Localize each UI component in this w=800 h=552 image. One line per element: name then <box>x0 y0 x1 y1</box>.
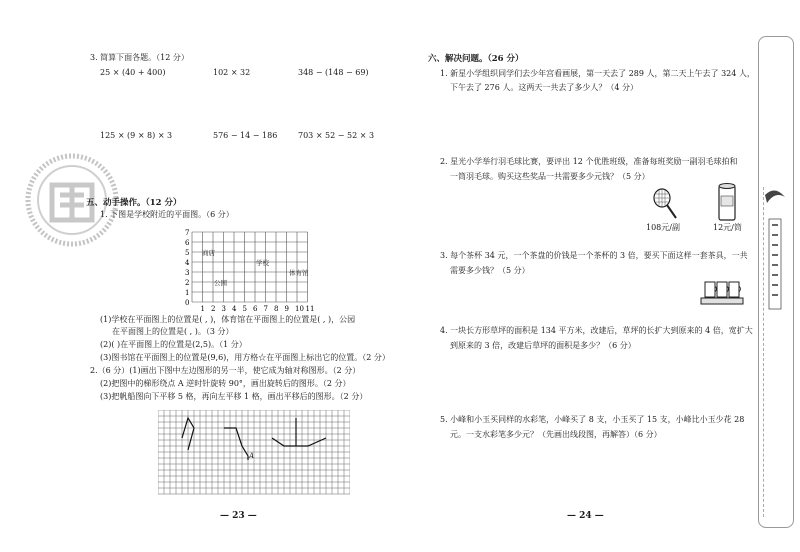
map-x-tick: 11 <box>305 305 315 312</box>
q1-sub1b: 在平面图上的位置是( , )。（3 分） <box>112 327 234 336</box>
map-y-tick: 3 <box>185 269 190 277</box>
q6-1a: 1. 新星小学组织同学们去少年宫看画展，第一天去了 289 人，第二天上午去了 324 人， <box>440 69 755 78</box>
q1-sub1a: (1)学校在平面图上的位置是( , )，体育馆在平面图上的位置是( , )，公园 <box>100 315 356 324</box>
q6-3b: 需要多少钱？（5 分） <box>450 266 530 275</box>
calc-3: 348 − (148 − 69) <box>298 68 369 77</box>
q6-2b: 一筒羽毛球。购买这些奖品一共需要多少元钱？（5 分） <box>450 172 650 181</box>
q6-1b: 下午去了 276 人。这两天一共去了多少人？（4 分） <box>450 83 638 92</box>
map-x-tick: 10 <box>295 305 304 312</box>
map-y-tick: 2 <box>185 279 190 287</box>
sailboat <box>272 438 326 446</box>
map-label-park: 公园 <box>214 279 227 287</box>
map-x-tick: 6 <box>253 305 258 312</box>
q6-5b: 元。一支水彩笔多少元？（先画出线段图，再解答）（6 分） <box>450 430 662 439</box>
map-label-gym: 体育馆 <box>289 269 309 277</box>
map-y-tick: 1 <box>185 289 190 297</box>
section6-title: 六、解决问题。（26 分） <box>428 54 524 64</box>
shuttlecock-tube-icon <box>716 182 738 222</box>
calc-2: 102 × 32 <box>213 68 251 77</box>
q1-sub3: (3)图书馆在平面图上的位置是(9,6)，用方格☆在平面图上标出它的位置。（2 分） <box>100 353 390 362</box>
publisher-logo-icon <box>763 185 787 325</box>
map-x-tick: 5 <box>242 305 247 312</box>
q2-sub3: (3)把帆船图向下平移 5 格，再向左平移 1 格，画出平移后的图形。（2 分） <box>100 392 368 401</box>
q1-title: 1. 下图是学校附近的平面图。（6 分） <box>100 210 234 219</box>
map-y-tick: 4 <box>185 259 190 267</box>
q6-3a: 3. 每个茶杯 34 元，一个茶盘的价钱是一个茶杯的 3 倍，要买下面这样一套茶具，一共 <box>440 251 748 260</box>
q2-sub1: 2.（6 分）(1)画出下图中左边图形的另一半，使它成为轴对称图形。（2 分） <box>90 366 361 375</box>
map-y-tick: 7 <box>185 229 190 237</box>
q1-sub2: (2)( )在平面图上的位置是(2,5)。（1 分） <box>100 340 247 349</box>
q6-4b: 到原来的 3 倍，改建后草坪的面积是多少？（6 分） <box>450 341 636 350</box>
tube-price: 12元/筒 <box>713 223 742 232</box>
map-y-tick: 6 <box>185 239 190 247</box>
racket-price: 108元/副 <box>646 223 680 232</box>
calc-4: 125 × (9 × 8) × 3 <box>100 131 173 140</box>
map-x-tick: 2 <box>211 305 216 312</box>
badminton-racket-icon <box>650 188 680 220</box>
map-y-tick: 0 <box>185 299 190 307</box>
calc-1: 25 × (40 + 400) <box>100 68 166 77</box>
section5-title: 五、动手操作。（12 分） <box>86 198 182 208</box>
map-y-tick: 5 <box>185 249 190 257</box>
q6-2a: 2. 星光小学举行羽毛球比赛，要评出 12 个优胜班级，准备每班奖励一副羽毛球拍和 <box>440 157 738 166</box>
q6-4a: 4. 一块长方形草坪的面积是 134 平方米，改建后，草坪的长扩大到原来的 4 倍，宽扩大 <box>440 326 753 335</box>
map-x-tick: 8 <box>274 305 279 312</box>
map-x-tick: 7 <box>263 305 268 312</box>
page-number-left: — 23 — <box>220 511 257 521</box>
map-label-store: 商店 <box>202 249 215 257</box>
q6-5a: 5. 小峰和小玉买同样的水彩笔，小峰买了 8 支，小玉买了 15 支，小峰比小玉少花 28 <box>440 415 745 424</box>
map-x-tick: 1 <box>200 305 205 312</box>
map-x-tick: 4 <box>232 305 237 312</box>
point-a-label: A <box>249 452 255 460</box>
page-number-right: — 24 — <box>567 511 604 521</box>
school-map-grid <box>180 222 320 312</box>
map-x-tick: 9 <box>284 305 289 312</box>
section3-title: 3. 简算下面各题。（12 分） <box>90 53 189 62</box>
q2-sub2: (2)把图中的梯形绕点 A 逆时针旋转 90°，画出旋转后的图形。（2 分） <box>100 379 351 388</box>
calc-6: 703 × 52 − 52 × 3 <box>298 131 375 140</box>
calc-5: 576 − 14 − 186 <box>213 131 278 140</box>
map-x-tick: 3 <box>221 305 226 312</box>
map-label-school: 学校 <box>256 259 269 267</box>
tea-set-icon <box>699 276 745 306</box>
